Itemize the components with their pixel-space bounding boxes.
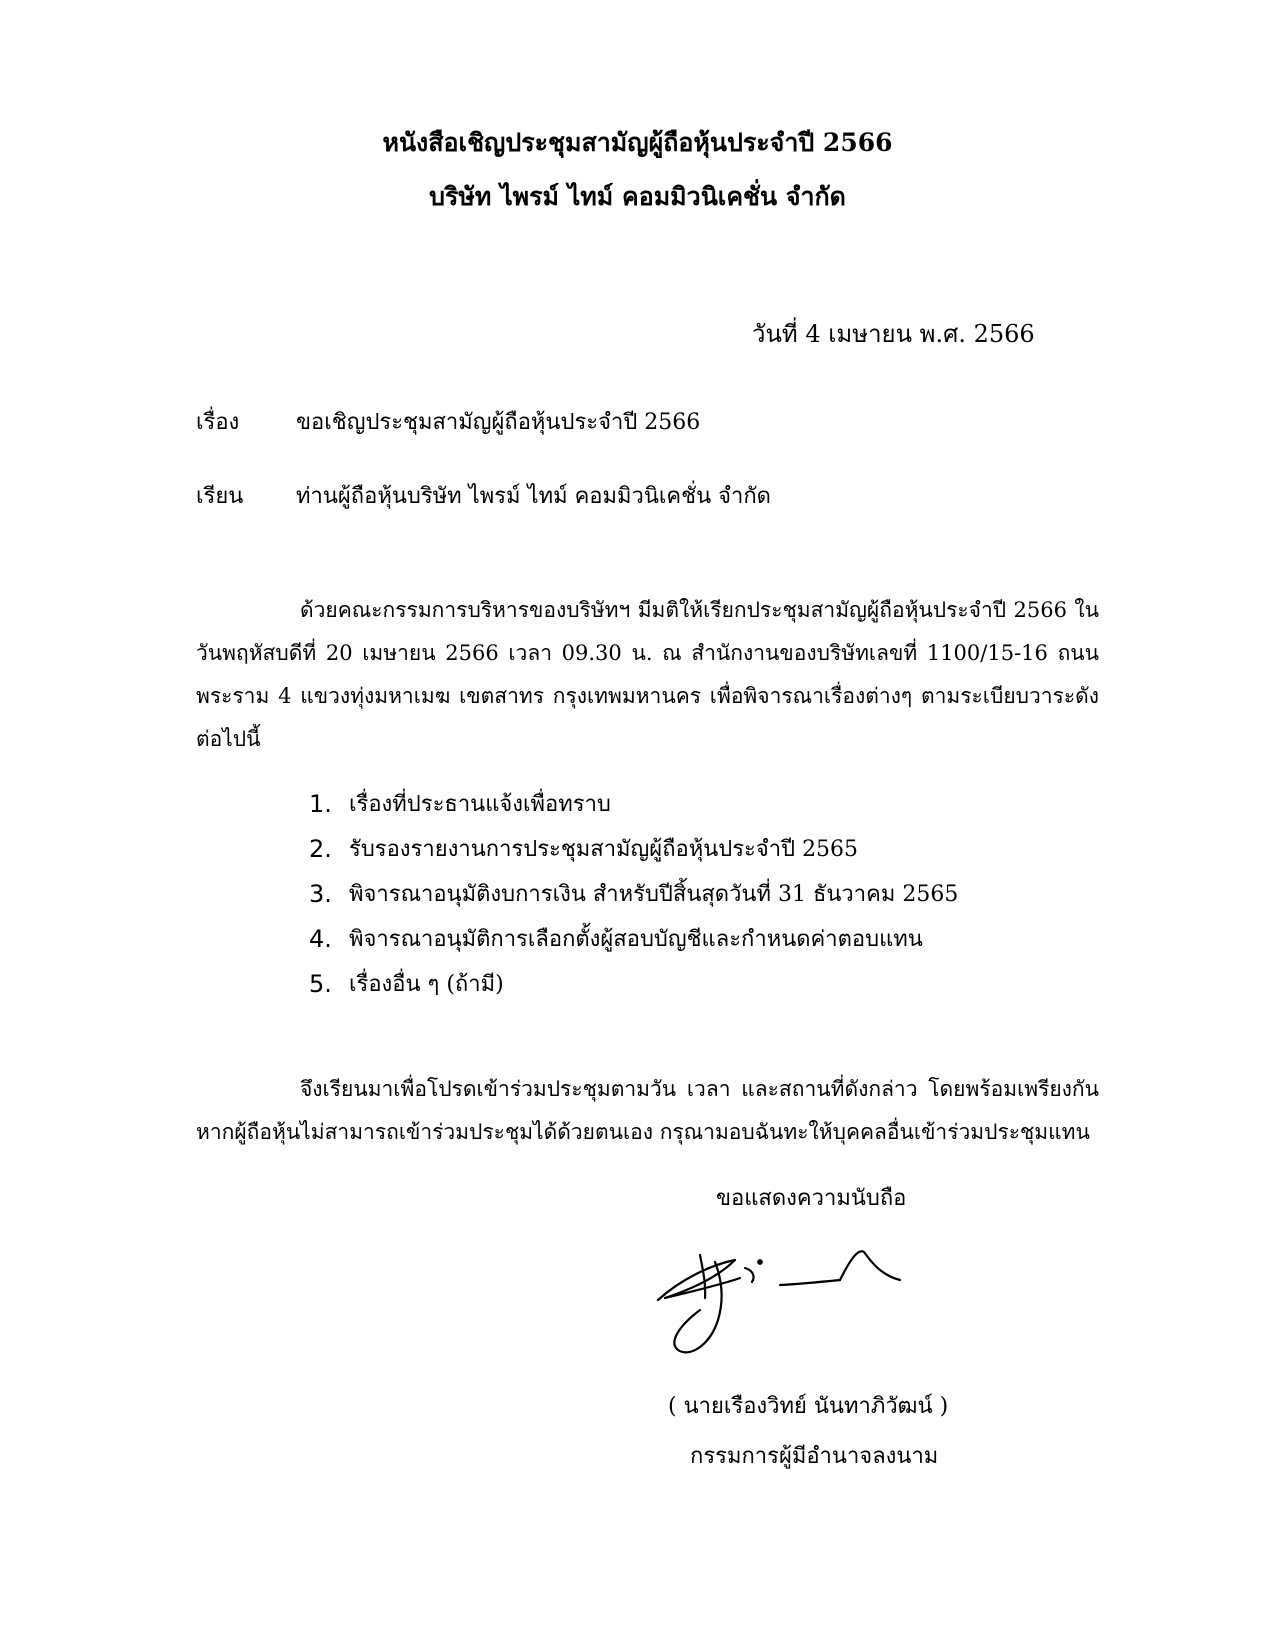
closing-salutation: ขอแสดงความนับถือ — [716, 1186, 907, 1211]
subject-value: ขอเชิญประชุมสามัญผู้ถือหุ้นประจำปี 2566 — [296, 410, 701, 435]
agenda-number: 2. — [309, 835, 332, 863]
agenda-item — [309, 782, 958, 827]
body-paragraph-closing: จึงเรียนมาเพื่อโปรดเข้าร่วมประชุมตามวัน เวลา และสถานที่ดังกล่าว โดยพร้อมเพรียงกัน หากผู้ถือหุ้นไม่สามารถเข้าร่วมประชุมได้ด้วยตนเอง กรุณามอบฉันทะให้บุคคลอื่นเข้าร่วมประชุมแทน — [196, 1077, 1099, 1144]
subject-label: เรื่อง — [196, 410, 240, 435]
company-name: บริษัท ไพรม์ ไทม์ คอมมิวนิเคชั่น จำกัด — [429, 182, 846, 211]
agenda-number: 5. — [309, 970, 332, 998]
agenda-text: เรื่องอื่น ๆ (ถ้ามี) — [349, 972, 504, 997]
agenda-number: 4. — [309, 925, 332, 953]
letter-date: วันที่ 4 เมษายน พ.ศ. 2566 — [752, 320, 1035, 348]
agenda-item — [309, 872, 958, 917]
document-title: หนังสือเชิญประชุมสามัญผู้ถือหุ้นประจำปี 2566 — [382, 128, 893, 157]
handwritten-signature — [640, 1240, 920, 1380]
recipient-label: เรียน — [196, 484, 244, 509]
agenda-text: พิจารณาอนุมัติงบการเงิน สำหรับปีสิ้นสุดวันที่ 31 ธันวาคม 2565 — [349, 882, 959, 907]
agenda-text: รับรองรายงานการประชุมสามัญผู้ถือหุ้นประจำปี 2565 — [349, 837, 859, 862]
agenda-item — [309, 827, 958, 872]
signer-title: กรรมการผู้มีอำนาจลงนาม — [690, 1444, 939, 1469]
agenda-item — [309, 917, 958, 962]
body-paragraph-intro: ด้วยคณะกรรมการบริหารของบริษัทฯ มีมติให้เรียกประชุมสามัญผู้ถือหุ้นประจำปี 2566 ในวันพฤหัสบดีที่ 20 เมษายน 2566 เวลา 09.30 น. ณ สำนักงานของบริษัทเลขที่ 1100/15-16 ถนนพระราม 4 แขวงทุ่งมหาเมฆ เขตสาทร กรุงเทพมหานคร เพื่อพิจารณาเรื่องต่างๆ ตามระเบียบวาระดังต่อไปนี้ — [196, 598, 1099, 751]
agenda-list — [309, 782, 958, 1007]
agenda-number: 1. — [309, 790, 332, 818]
agenda-item — [309, 962, 958, 1007]
recipient-value: ท่านผู้ถือหุ้นบริษัท ไพรม์ ไทม์ คอมมิวนิเคชั่น จำกัด — [296, 484, 771, 509]
agenda-number: 3. — [309, 880, 332, 908]
agenda-text: พิจารณาอนุมัติการเลือกตั้งผู้สอบบัญชีและกำหนดค่าตอบแทน — [349, 927, 923, 952]
signer-name: ( นายเรืองวิทย์ นันทาภิวัฒน์ ) — [668, 1394, 949, 1419]
agenda-text: เรื่องที่ประธานแจ้งเพื่อทราบ — [349, 792, 611, 817]
